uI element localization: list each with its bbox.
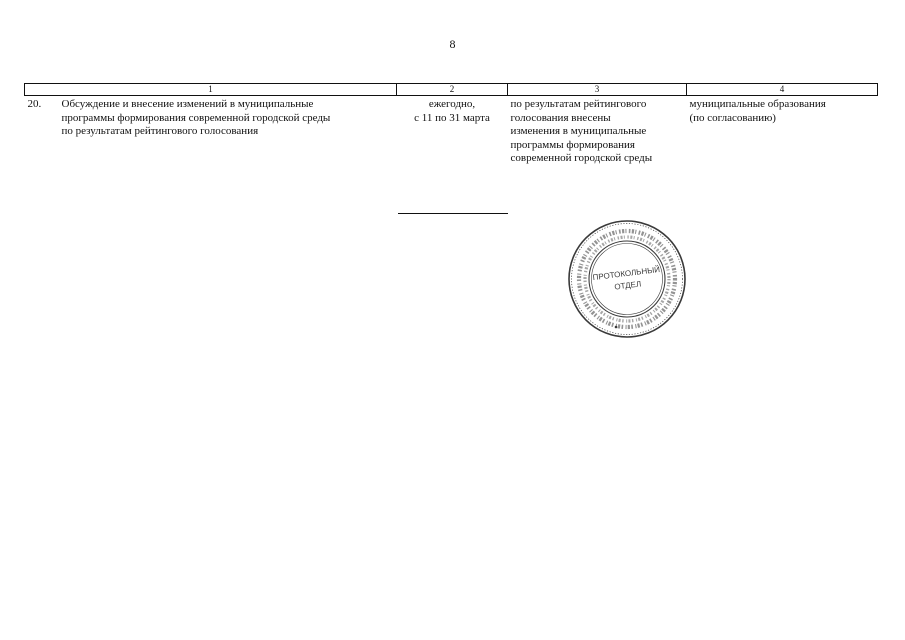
task-text <box>62 98 392 139</box>
page-number: 8 <box>449 37 456 51</box>
seal-center-line: ПРОТОКОЛЬНЫЙ <box>592 264 661 283</box>
result-line: изменения в муниципальные <box>510 125 647 137</box>
section-divider <box>398 213 508 214</box>
term-cell <box>397 96 508 166</box>
term-line: ежегодно, <box>428 98 476 110</box>
result-cell <box>508 96 687 166</box>
task-line: программы формирования современной городской среды <box>61 111 331 124</box>
column-number: 3 <box>508 84 687 96</box>
official-seal <box>565 217 689 341</box>
row-number: 20. <box>27 98 42 110</box>
task-cell <box>25 96 397 166</box>
term-line: с 11 по 31 марта <box>414 111 490 124</box>
task-line: по результатам рейтингового голосования <box>61 125 259 137</box>
task-line: Обсуждение и внесение изменений в муниципальные <box>61 98 314 110</box>
responsible-cell <box>687 96 878 166</box>
result-line: современной городской среды <box>510 152 653 164</box>
plan-table <box>24 83 878 166</box>
result-line: голосования внесены <box>510 111 611 124</box>
column-number-row <box>25 84 878 96</box>
result-line: программы формирования <box>510 138 635 151</box>
result-line: по результатам рейтингового <box>510 98 647 110</box>
seal-graphic <box>565 217 689 341</box>
column-number: 4 <box>687 84 878 96</box>
responsible-line: (по согласованию) <box>689 111 776 124</box>
seal-center-line: ОТДЕЛ <box>613 279 642 292</box>
column-number: 2 <box>397 84 508 96</box>
responsible-line: муниципальные образования <box>689 98 826 110</box>
table-row <box>25 96 878 166</box>
column-number: 1 <box>25 84 397 96</box>
